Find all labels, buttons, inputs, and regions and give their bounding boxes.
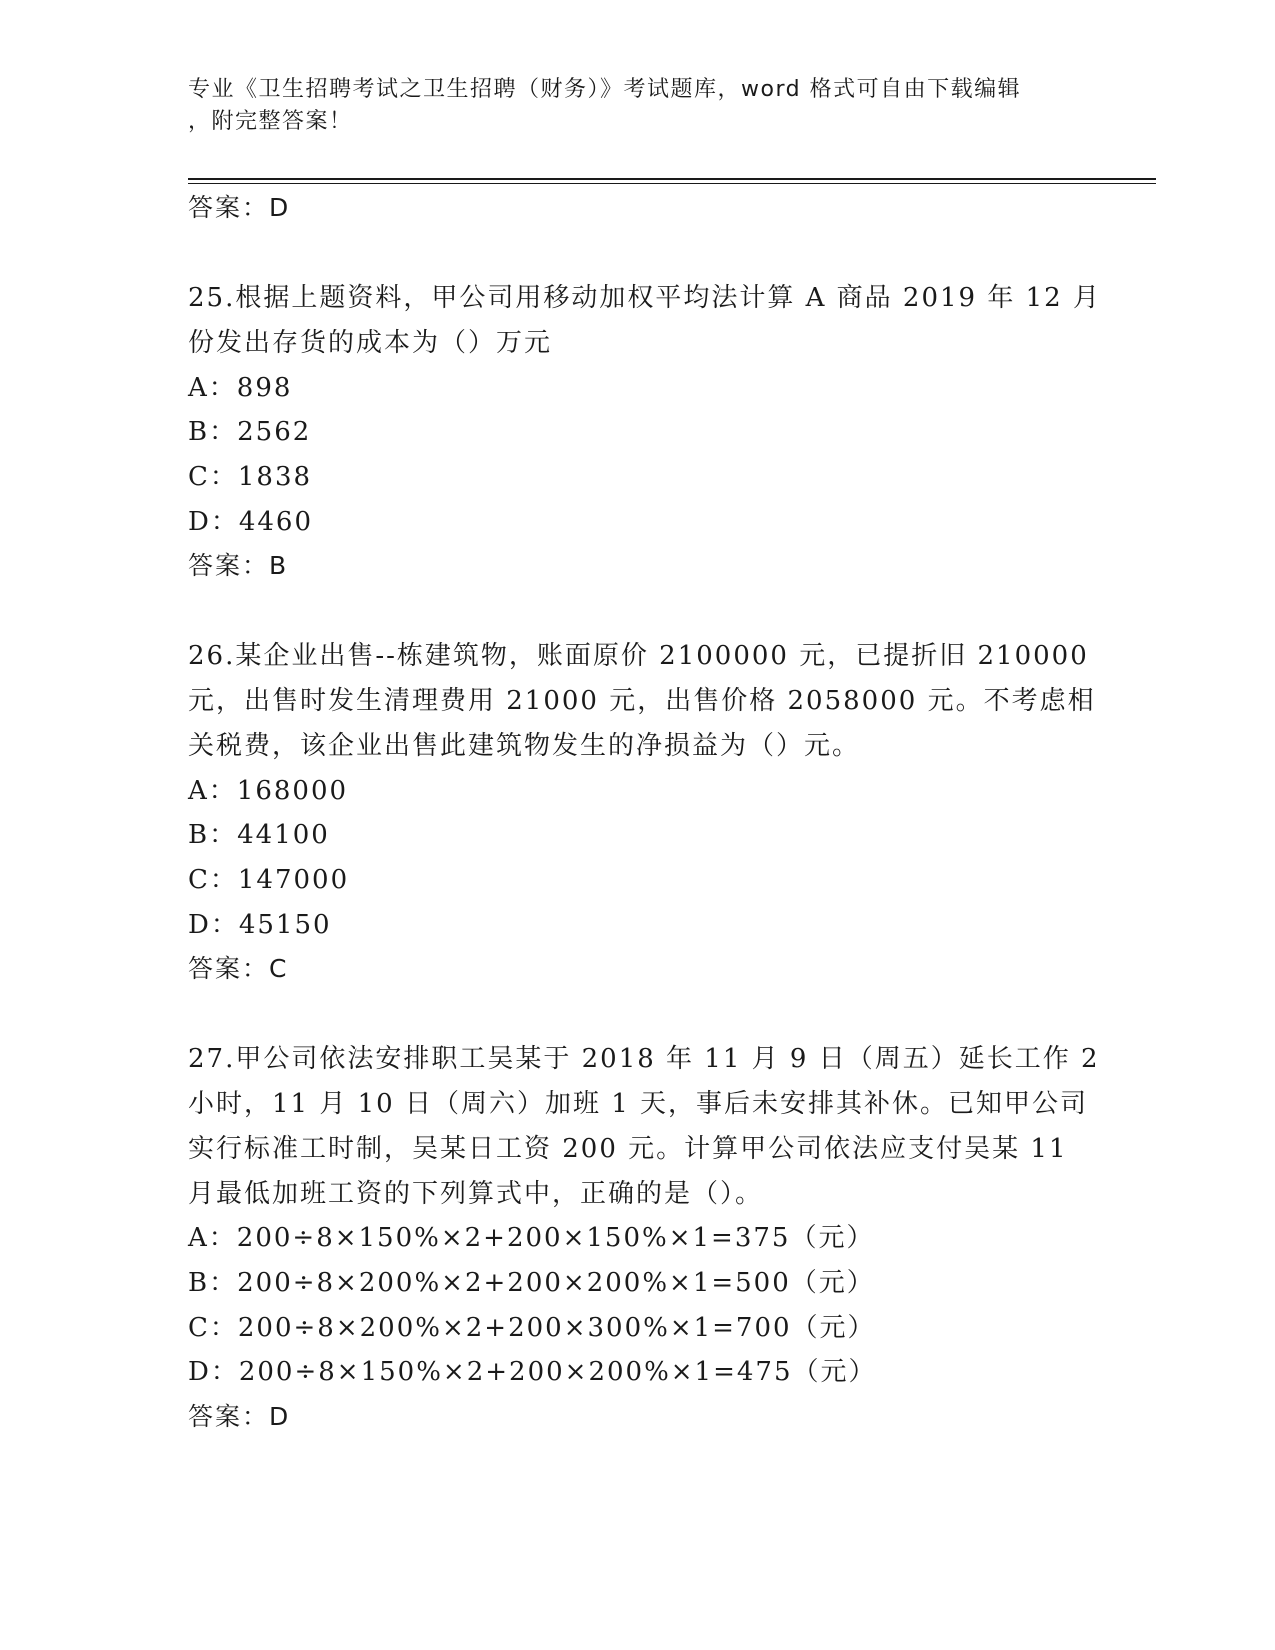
header-divider (188, 178, 1156, 180)
question-27-answer: 答案：D (188, 1402, 291, 1431)
question-26-option-d: D：45150 (188, 910, 332, 940)
question-27-text-line-1: 27.甲公司依法安排职工吴某于 2018 年 11 月 9 日（周五）延长工作 2 (188, 1044, 1100, 1074)
question-27-option-c: C：200÷8×200%×2+200×300%×1=700（元） (188, 1313, 876, 1343)
previous-answer: 答案：D (188, 193, 291, 222)
question-26-text-line-1: 26.某企业出售--栋建筑物，账面原价 2100000 元，已提折旧 210000 (188, 641, 1089, 671)
question-25-answer: 答案：B (188, 551, 289, 580)
question-26-option-b: B：44100 (188, 820, 330, 850)
question-26-text-line-2: 元，出售时发生清理费用 21000 元，出售价格 2058000 元。不考虑相 (188, 686, 1096, 716)
header-line-1: 专业《卫生招聘考试之卫生招聘（财务）》考试题库，word 格式可自由下载编辑 (188, 77, 1022, 102)
question-26-answer: 答案：C (188, 954, 289, 983)
header-line-2: ，附完整答案！ (188, 109, 353, 134)
question-25-option-c: C：1838 (188, 462, 313, 492)
question-25-option-b: B：2562 (188, 417, 312, 447)
question-25-text-line-2: 份发出存货的成本为（）万元 (188, 328, 553, 358)
question-26-option-c: C：147000 (188, 865, 350, 895)
question-27-option-d: D：200÷8×150%×2+200×200%×1=475（元） (188, 1357, 877, 1387)
question-27-text-line-3: 实行标准工时制，吴某日工资 200 元。计算甲公司依法应支付吴某 11 (188, 1134, 1068, 1164)
question-26-option-a: A：168000 (188, 776, 349, 806)
question-27-text-line-2: 小时，11 月 10 日（周六）加班 1 天，事后未安排其补休。已知甲公司 (188, 1089, 1089, 1119)
question-25-option-d: D：4460 (188, 507, 314, 537)
question-25-text-line-1: 25.根据上题资料，甲公司用移动加权平均法计算 A 商品 2019 年 12 月 (188, 283, 1101, 313)
question-26-text-line-3: 关税费，该企业出售此建筑物发生的净损益为（）元。 (188, 731, 861, 761)
question-25-option-a: A：898 (188, 373, 293, 403)
question-27-text-line-4: 月最低加班工资的下列算式中，正确的是（）。 (188, 1179, 764, 1209)
question-27-option-a: A：200÷8×150%×2+200×150%×1=375（元） (188, 1223, 875, 1253)
header-divider-thin (188, 183, 1156, 184)
document-header (188, 74, 1088, 138)
question-27-option-b: B：200÷8×200%×2+200×200%×1=500（元） (188, 1268, 875, 1298)
